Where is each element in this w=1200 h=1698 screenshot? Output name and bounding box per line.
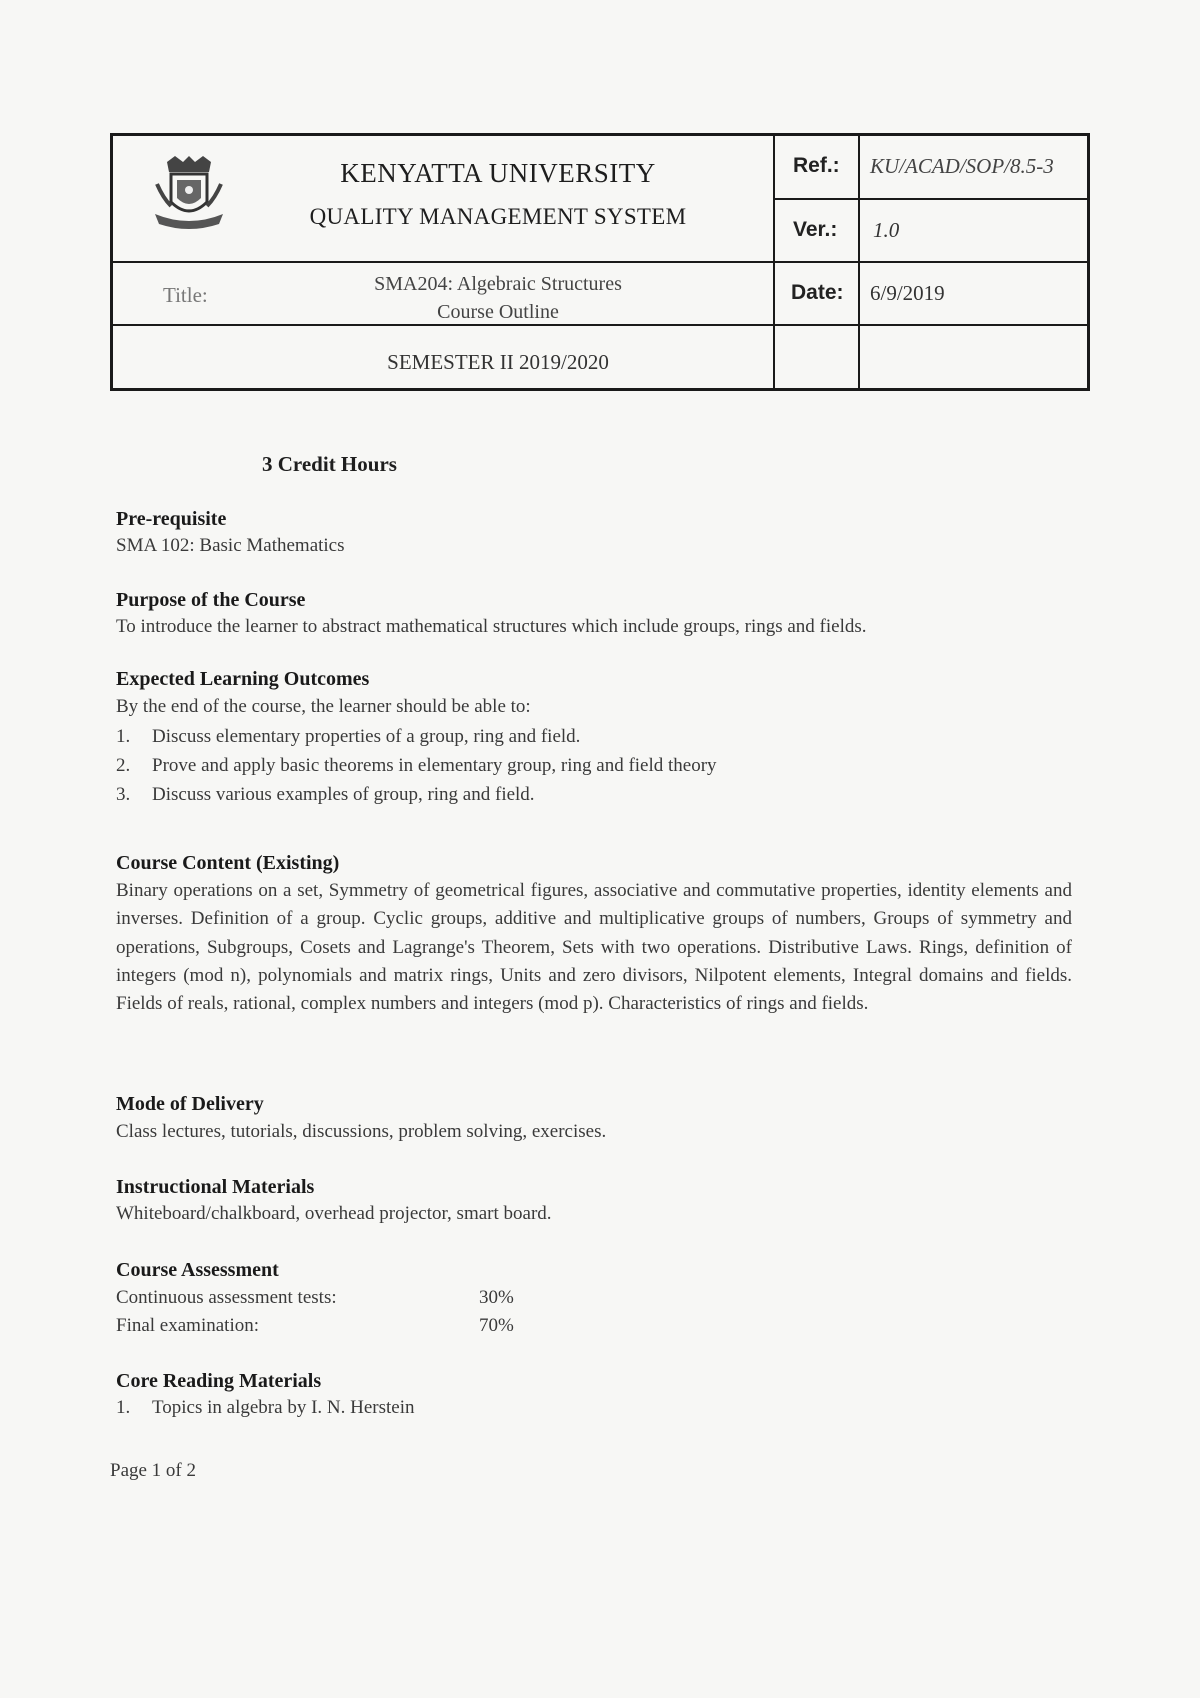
ver-label: Ver.: — [793, 218, 838, 241]
outcomes-title: Expected Learning Outcomes — [116, 668, 370, 690]
document-title — [313, 270, 683, 326]
list-item — [116, 751, 717, 780]
list-item — [116, 780, 717, 809]
assessment-value: 30% — [479, 1287, 514, 1308]
outcomes-list — [116, 722, 717, 809]
ref-label: Ref.: — [793, 154, 840, 177]
title-line: SMA204: Algebraic Structures — [374, 273, 622, 295]
list-text: Discuss various examples of group, ring and field. — [152, 784, 535, 805]
content-text: Binary operations on a set, Symmetry of geometrical figures, associative and commutative properties, identity elements and inverses. Definition of a group. Cyclic groups, additive and multiplicative groups of numbers, Groups of symmetry and operations, Subgroups, Cosets and Lagrange's Theorem, Sets with two operations. Distributive Laws. Rings, definition of integers (mod n), polynomials and matrix rings, Units and zero divisors, Nilpotent elements, Integral domains and fields. Fields of reals, rational, complex numbers and integers (mod p). Characteristics of rings and fields. — [116, 880, 1072, 1015]
assessment-value: 70% — [479, 1315, 514, 1336]
content-title: Course Content (Existing) — [116, 852, 340, 874]
ref-value: KU/ACAD/SOP/8.5-3 — [870, 154, 1054, 178]
date-value: 6/9/2019 — [870, 281, 945, 305]
purpose-text: To introduce the learner to abstract mathematical structures which include groups, rings and fields. — [116, 616, 867, 637]
system-name: QUALITY MANAGEMENT SYSTEM — [309, 204, 687, 229]
delivery-title: Mode of Delivery — [116, 1093, 264, 1115]
prerequisite-title: Pre-requisite — [116, 508, 227, 530]
ver-value: 1.0 — [873, 218, 900, 242]
semester: SEMESTER II 2019/2020 — [387, 350, 609, 374]
page-number: Page 1 of 2 — [110, 1460, 197, 1481]
title-label: Title: — [163, 283, 208, 307]
list-number: 1. — [116, 1397, 131, 1418]
materials-text: Whiteboard/chalkboard, overhead projector, smart board. — [116, 1203, 552, 1224]
credit-hours: 3 Credit Hours — [262, 452, 397, 476]
prerequisite-text: SMA 102: Basic Mathematics — [116, 535, 345, 556]
list-text: Discuss elementary properties of a group, ring and field. — [152, 726, 581, 747]
list-text: Prove and apply basic theorems in elementary group, ring and field theory — [152, 755, 717, 776]
header-divider — [773, 198, 1087, 200]
list-number: 2. — [116, 755, 131, 776]
reading-item — [116, 1397, 414, 1419]
reading-title: Core Reading Materials — [116, 1370, 322, 1392]
materials-title: Instructional Materials — [116, 1176, 315, 1198]
university-name: KENYATTA UNIVERSITY — [340, 158, 656, 188]
list-number: 1. — [116, 726, 131, 747]
header-table — [110, 133, 1090, 391]
assessment-label: Final examination: — [116, 1315, 260, 1336]
delivery-text: Class lectures, tutorials, discussions, problem solving, exercises. — [116, 1121, 607, 1142]
assessment-label: Continuous assessment tests: — [116, 1287, 337, 1308]
list-number: 3. — [116, 784, 131, 805]
assessment-title: Course Assessment — [116, 1259, 279, 1281]
university-crest-icon — [153, 154, 225, 234]
list-text: Topics in algebra by I. N. Herstein — [152, 1397, 415, 1418]
date-label: Date: — [791, 281, 844, 304]
purpose-title: Purpose of the Course — [116, 589, 306, 611]
outcomes-intro: By the end of the course, the learner should be able to: — [116, 696, 531, 717]
title-line: Course Outline — [437, 301, 559, 323]
list-item — [116, 722, 717, 751]
header-divider — [113, 261, 1087, 263]
